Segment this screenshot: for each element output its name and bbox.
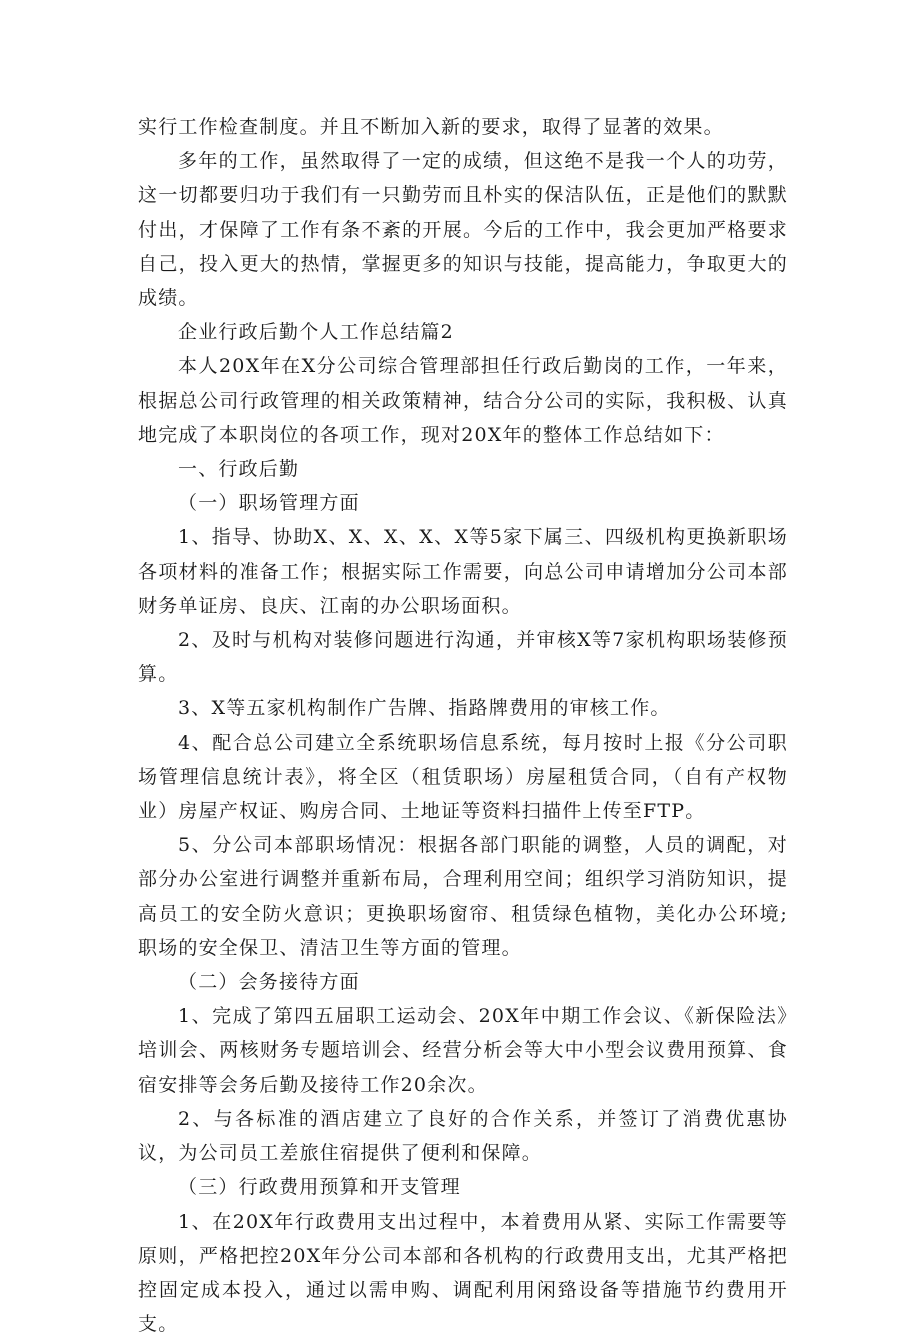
list-item-meetings-1: 1、完成了第四五届职工运动会、20X年中期工作会议、《新保险法》培训会、两核财务专题培训会、经营分析会等大中小型会议费用预算、食宿安排等会务后勤及接待工作20余次。 bbox=[138, 999, 788, 1102]
document-body bbox=[138, 110, 788, 1341]
section-title: 企业行政后勤个人工作总结篇2 bbox=[138, 315, 788, 349]
heading-level-2-budget: （三）行政费用预算和开支管理 bbox=[138, 1170, 788, 1204]
list-item-workplace-5: 5、分公司本部职场情况：根据各部门职能的调整，人员的调配，对部分办公室进行调整并重新布局，合理利用空间；组织学习消防知识，提高员工的安全防火意识；更换职场窗帘、租赁绿色植物，美化办公环境;职场的安全保卫、清洁卫生等方面的管理。 bbox=[138, 828, 788, 965]
list-item-meetings-2: 2、与各标准的酒店建立了良好的合作关系，并签订了消费优惠协议，为公司员工差旅住宿提供了便利和保障。 bbox=[138, 1102, 788, 1170]
heading-level-1: 一、行政后勤 bbox=[138, 452, 788, 486]
paragraph-continuation: 实行工作检查制度。并且不断加入新的要求，取得了显著的效果。 bbox=[138, 110, 788, 144]
paragraph-intro: 本人20X年在X分公司综合管理部担任行政后勤岗的工作，一年来，根据总公司行政管理的相关政策精神，结合分公司的实际，我积极、认真地完成了本职岗位的各项工作，现对20X年的整体工作总结如下： bbox=[138, 349, 788, 452]
list-item-workplace-2: 2、及时与机构对装修问题进行沟通，并审核X等7家机构职场装修预算。 bbox=[138, 623, 788, 691]
list-item-workplace-3: 3、X等五家机构制作广告牌、指路牌费用的审核工作。 bbox=[138, 691, 788, 725]
paragraph-summary: 多年的工作，虽然取得了一定的成绩，但这绝不是我一个人的功劳，这一切都要归功于我们有一只勤劳而且朴实的保洁队伍，正是他们的默默付出，才保障了工作有条不紊的开展。今后的工作中，我会更加严格要求自己，投入更大的热情，掌握更多的知识与技能，提高能力，争取更大的成绩。 bbox=[138, 144, 788, 315]
list-item-workplace-1: 1、指导、协助X、X、X、X、X等5家下属三、四级机构更换新职场各项材料的准备工作；根据实际工作需要，向总公司申请增加分公司本部财务单证房、良庆、江南的办公职场面积。 bbox=[138, 520, 788, 623]
heading-level-2-workplace: （一）职场管理方面 bbox=[138, 486, 788, 520]
heading-level-2-meetings: （二）会务接待方面 bbox=[138, 965, 788, 999]
list-item-workplace-4: 4、配合总公司建立全系统职场信息系统，每月按时上报《分公司职场管理信息统计表》，将全区（租赁职场）房屋租赁合同，（自有产权物业）房屋产权证、购房合同、土地证等资料扫描件上传至FTP。 bbox=[138, 726, 788, 829]
list-item-budget-1: 1、在20X年行政费用支出过程中，本着费用从紧、实际工作需要等原则，严格把控20X年分公司本部和各机构的行政费用支出，尤其严格把控固定成本投入，通过以需申购、调配利用闲臵设备等措施节约费用开支。 bbox=[138, 1205, 788, 1341]
